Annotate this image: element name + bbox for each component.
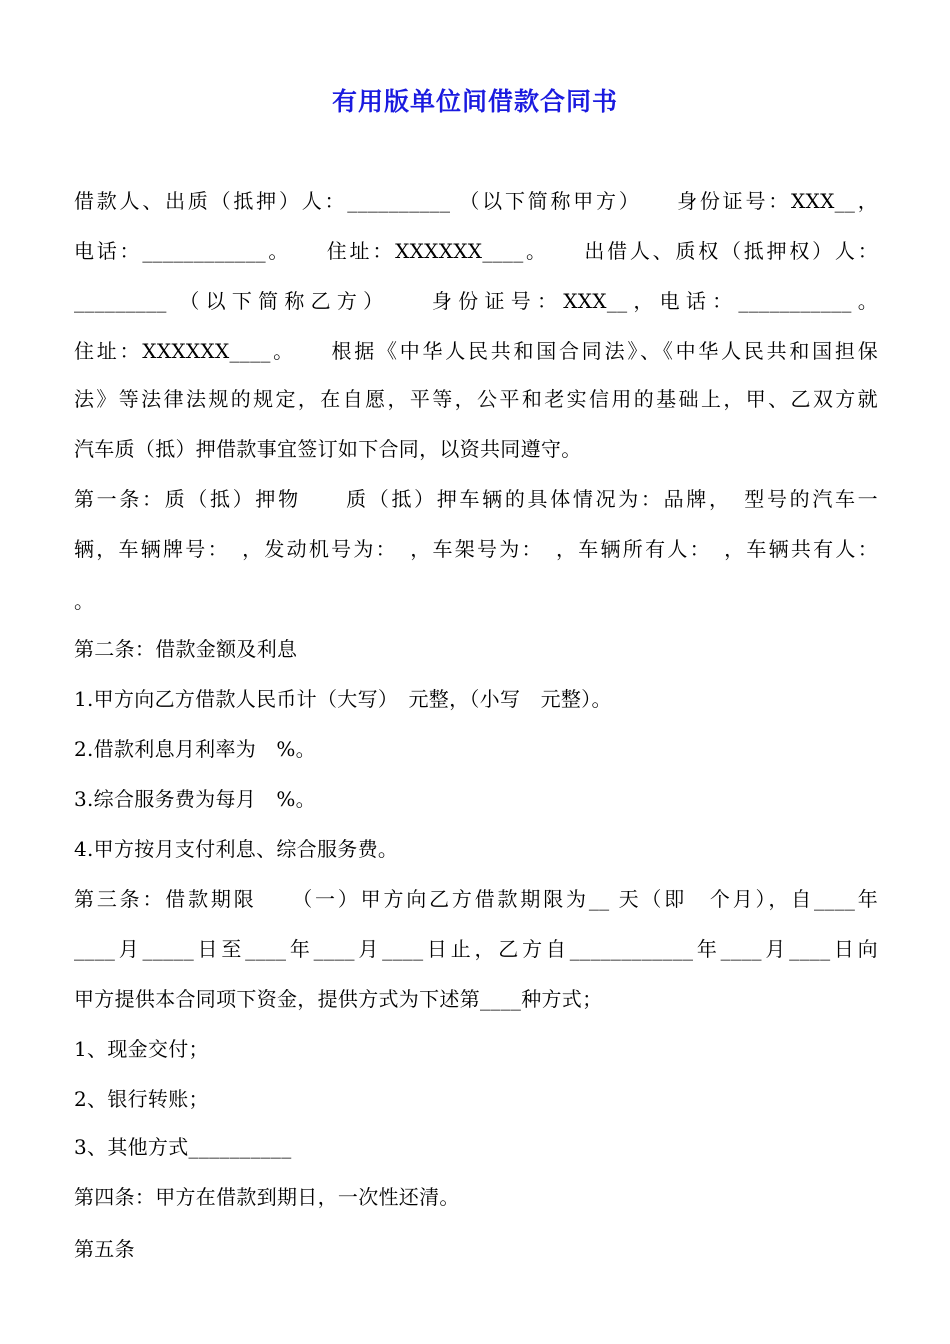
article-5-heading: 第五条 (74, 1237, 135, 1261)
body-line: 法》等法律法规的规定，在自愿，平等，公平和老实信用的基础上，甲、乙双方就 (74, 387, 878, 411)
body-line: 辆，车辆牌号： ，发动机号为： ，车架号为： ，车辆所有人： ，车辆共有人： (74, 537, 878, 561)
body-line: 借款人、出质（抵押）人：__________ （以下简称甲方） 身份证号：XXX__， (74, 189, 878, 213)
body-line: 甲方提供本合同项下资金，提供方式为下述第____种方式； (74, 987, 603, 1011)
list-item: 1、现金交付； (74, 1037, 209, 1061)
body-line: ____月_____日至____年____月____日止，乙方自____________年____月____日向 (74, 937, 878, 961)
article-3-heading: 第三条：借款期限 （一）甲方向乙方借款期限为__ 天（即 个月），自____年 (74, 887, 878, 911)
list-item: 4.甲方按月支付利息、综合服务费。 (74, 837, 399, 861)
list-item: 2、银行转账； (74, 1087, 209, 1111)
list-item: 1.甲方向乙方借款人民币计（大写） 元整，（小写 元整）。 (74, 687, 612, 711)
body-line: 住址：XXXXXX____。 根据《中华人民共和国合同法》、《中华人民共和国担保 (74, 339, 878, 363)
article-4-heading: 第四条：甲方在借款到期日，一次性还清。 (74, 1185, 460, 1209)
list-item: 2.借款利息月利率为 %。 (74, 737, 316, 761)
body-line: 电话：____________。 住址：XXXXXX____。 出借人、质权（抵押权）人： (74, 239, 878, 263)
list-item: 3、其他方式__________ (74, 1135, 292, 1159)
article-2-heading: 第二条：借款金额及利息 (74, 637, 298, 661)
body-line: _________ （以下简称乙方） 身份证号：XXX__，电话：___________。 (74, 289, 878, 313)
body-line: 。 (74, 589, 95, 613)
list-item: 3.综合服务费为每月 %。 (74, 787, 316, 811)
article-1-heading: 第一条：质（抵）押物 质（抵）押车辆的具体情况为：品牌， 型号的汽车一 (74, 487, 878, 511)
body-line: 汽车质（抵）押借款事宜签订如下合同，以资共同遵守。 (74, 437, 582, 461)
document-title: 有用版单位间借款合同书 (331, 87, 618, 116)
